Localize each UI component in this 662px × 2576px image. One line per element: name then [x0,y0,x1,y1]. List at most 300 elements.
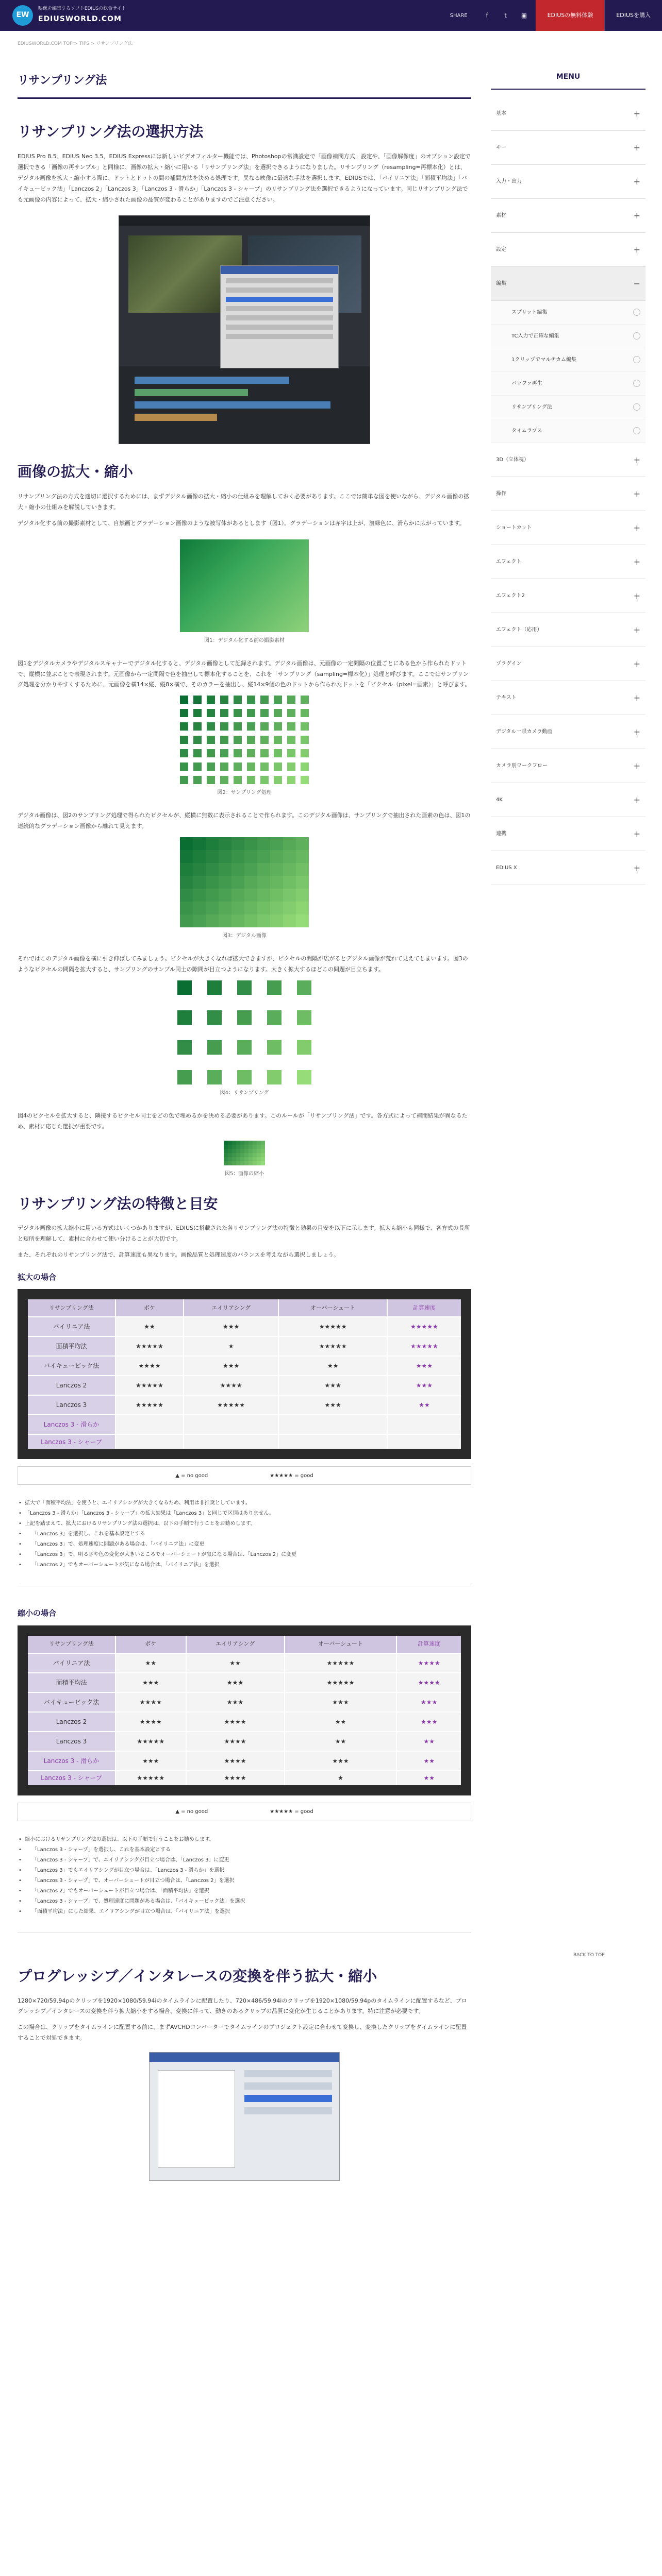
rating-cell [115,1415,184,1434]
table-header: オーバーシュート [285,1631,397,1653]
pixel-cell [236,1145,240,1149]
pixel-cell [228,1157,232,1161]
sidebar-item[interactable] [491,647,646,681]
note-item: • 「Lanczos 3 - シャープ」で、オーバーシュートが目立つ場合は、「Lanczos 2」を選択 [18,1876,471,1886]
site-name: EDIUSWORLD.COM [38,14,122,23]
buy-button[interactable]: EDIUSを購入 [604,0,662,31]
pixel-cell [224,1157,228,1161]
pixel-cell [207,1010,222,1025]
sidebar-item[interactable] [491,851,646,885]
rating-cell: ★★★ [186,1692,285,1712]
table-row [23,1336,466,1356]
pixel-cell [244,1161,249,1165]
pixel-cell [287,749,295,757]
sidebar-item[interactable] [491,613,646,647]
pixel-cell [224,1161,228,1165]
pixel-cell [234,696,242,704]
pixel-cell [240,1157,244,1161]
twitter-icon[interactable]: t [504,11,507,19]
pixel-cell [228,1145,232,1149]
paragraph: また、それぞれのリサンプリング法で、計算速度も異なります。画像品質と処理速度のバランスを考えながら選択しましょう。 [18,1251,340,1259]
pixel-cell [244,863,257,876]
rating-cell: ★★ [396,1751,466,1771]
pixel-cell [232,1149,236,1153]
sidebar-subitem[interactable] [491,372,646,396]
paragraph: デジタル画像の拡大縮小に用いる方式はいくつかありますが、EDIUSに搭載された各リサンプリング法の特徴と効果の目安を以下に示します。拡大も縮小も同様で、各方式の長所と短所を理解して、素材に合わせて使い分けることが大切です。 [18,1225,470,1243]
rating-cell: ★★★ [184,1356,279,1376]
sidebar-item[interactable] [491,817,646,851]
back-to-top-link[interactable]: BACK TO TOP [573,1953,605,1958]
pixel-cell [193,902,206,914]
rating-cell: ★★★★ [115,1712,186,1732]
pixel-cell [180,762,188,771]
expand-icon: + [633,726,640,737]
figure-3-pixel-image [180,837,309,927]
pixel-cell [234,776,242,784]
rating-cell [184,1434,279,1454]
edius-screenshot [119,215,370,444]
note-item: • 「Lanczos 3」で、明るさや色の変化が大きいところでオーバーシュートが気になる場合は、「Lanczos 2」に変更 [18,1550,471,1560]
pixel-cell [274,776,282,784]
rating-cell [387,1415,466,1434]
table-header: リサンプリング法 [23,1631,115,1653]
note-item: • 「Lanczos 2」でもオーバーシュートが目立つ場合は、「面積平均法」を選択 [18,1886,471,1896]
sidebar-item-label: 3D（立体視） [496,456,529,463]
rating-cell: ★★★ [278,1376,387,1395]
sidebar-item[interactable] [491,443,646,477]
method-name: Lanczos 3 - シャープ [23,1771,115,1790]
pixel-cell [274,749,282,757]
pixel-cell [301,709,309,717]
pixel-cell [219,850,231,863]
pixel-cell [236,1161,240,1165]
sidebar-item-label: 入力・出力 [496,178,522,184]
arrow-circle-icon [633,356,640,363]
sidebar-item[interactable] [491,511,646,545]
rating-cell: ★★★ [285,1692,397,1712]
shrink-subtitle: 縮小の場合 [18,1608,57,1618]
table-row [23,1434,466,1454]
section-title-scaling: 画像の拡大・縮小 [18,463,134,481]
pixel-cell [270,889,283,902]
arrow-circle-icon [633,380,640,387]
pixel-cell [257,914,270,927]
pixel-cell [267,1040,282,1055]
pixel-cell [219,914,231,927]
rating-cell [184,1415,279,1434]
pixel-cell [234,709,242,717]
pixel-cell [193,709,202,717]
pixel-cell [219,902,231,914]
pixel-cell [274,762,282,771]
expand-icon: + [633,624,640,635]
pixel-cell [228,1153,232,1157]
breadcrumb[interactable]: EDIUSWORLD.COM TOP > TIPS > リサンプリング法 [18,41,133,46]
method-name: Lanczos 3 - 滑らか [23,1415,115,1434]
method-name: Lanczos 2 [23,1376,115,1395]
pixel-cell [257,1161,261,1165]
sidebar-subitem[interactable] [491,396,646,419]
pixel-cell [257,1149,261,1153]
note-item: • 縮小におけるリサンプリング法の選択は、以下の手順で行うことをお勧めします。 [18,1835,471,1845]
sidebar-item-label: 編集 [496,280,506,286]
table-header: エイリアシング [186,1631,285,1653]
pixel-cell [220,722,228,731]
pixel-cell [249,1149,253,1153]
rating-cell: ★★★ [396,1712,466,1732]
sidebar-item-label: 素材 [496,212,506,218]
rating-cell: ★★★★ [186,1712,285,1732]
pixel-cell [206,889,219,902]
line-icon[interactable]: ▣ [521,11,527,19]
sidebar-item-label: 4K [496,796,503,803]
pixel-cell [207,776,215,784]
note-item: • 上記を踏まえて、拡大におけるリサンプリング法の選択は、以下の手順で行うことをお勧めします。 [18,1519,471,1529]
page-title: リサンプリング法 [18,71,471,99]
table-header: リサンプリング法 [23,1294,115,1317]
sidebar-item-label: ショートカット [496,524,532,531]
pixel-cell [206,850,219,863]
pixel-cell [193,889,206,902]
paragraph: 1280×720/59.94pのクリップを1920×1080/59.94iのタイムラインに配置したり、720×486/59.94iのクリップを1920×1080/59.94pのタイムラインに配置するなど、プログレッシブ／インタレースの変換を伴う拡大縮小をする場合、変換に伴って、動きのあるクリップの品質に変化が生じることがあります。特に注意が必要です。 [18,1997,467,2015]
sidebar-item[interactable] [491,749,646,783]
pixel-cell [244,1145,249,1149]
pixel-cell [253,1153,257,1157]
menu-title: MENU [491,71,646,90]
expand-icon: + [633,108,640,118]
rating-cell: ★★★★ [186,1751,285,1771]
pixel-cell [274,696,282,704]
pixel-cell [224,1149,228,1153]
pixel-cell [247,709,255,717]
pixel-cell [297,1040,311,1055]
pixel-cell [283,863,296,876]
pixel-cell [253,1157,257,1161]
paragraph: デジタル画像は、図2のサンプリング処理で得られたピクセルが、縦横に無数に表示されることで作られます。このデジタル画像は、サンプリングで抽出された画素の色は、図1の連続的なグラデーション画像から離れて見えます。 [18,812,471,830]
pixel-cell [283,876,296,889]
sidebar-subitem[interactable] [491,419,646,443]
pixel-cell [177,1010,192,1025]
figure-caption: 図4：リサンプリング [220,1090,269,1096]
pixel-cell [193,776,202,784]
sidebar-item-label: 基本 [496,110,506,116]
sidebar-item[interactable] [491,131,646,165]
pixel-cell [244,902,257,914]
pixel-cell [206,837,219,850]
legend-good: ★★★★★ = good [270,1809,313,1815]
pixel-cell [193,850,206,863]
pixel-cell [261,1161,265,1165]
pixel-cell [206,863,219,876]
pixel-cell [220,762,228,771]
pixel-cell [247,762,255,771]
sidebar-item[interactable] [491,267,646,301]
pixel-cell [257,863,270,876]
pixel-cell [232,1153,236,1157]
pixel-cell [231,876,244,889]
facebook-icon[interactable]: f [486,11,488,19]
rating-cell: ★★ [278,1356,387,1376]
method-name: Lanczos 3 [23,1732,115,1751]
sidebar-subitem[interactable] [491,348,646,372]
sidebar-subitem-label: タイムラプス [511,428,542,434]
pixel-cell [193,837,206,850]
pixel-cell [270,863,283,876]
pixel-cell [236,1149,240,1153]
pixel-cell [237,1010,252,1025]
method-name: バイリニア法 [23,1653,115,1673]
pixel-cell [234,722,242,731]
pixel-cell [301,736,309,744]
table-row [23,1415,466,1434]
enlarge-notes [18,1498,471,1570]
pixel-cell [244,837,257,850]
sidebar-item[interactable] [491,165,646,199]
pixel-cell [260,722,269,731]
method-name: バイキュービック法 [23,1356,115,1376]
rating-cell: ★★★ [285,1751,397,1771]
method-name: バイリニア法 [23,1317,115,1336]
pixel-cell [240,1153,244,1157]
pixel-cell [296,876,309,889]
expand-icon: + [633,556,640,567]
rating-cell: ★★★★★ [387,1336,466,1356]
note-item: • 「Lanczos 2」でもオーバーシュートが気になる場合は、「バイリニア法」を選択 [18,1560,471,1570]
pixel-cell [270,902,283,914]
pixel-cell [287,736,295,744]
paragraph: リサンプリング法の方式を適切に選択するためには、まずデジタル画像の拡大・縮小の仕組みを理解しておく必要があります。ここでは簡単な図を使いながら、デジタル画像の拡大・縮小の仕組みを解説していきます。 [18,493,470,511]
rating-cell: ★★ [396,1732,466,1751]
expand-icon: + [633,176,640,187]
pixel-cell [283,850,296,863]
pixel-cell [287,696,295,704]
shrink-table [18,1625,471,1795]
pixel-cell [244,1157,249,1161]
pixel-cell [193,762,202,771]
pixel-cell [206,914,219,927]
figure-caption: 図5：画像の縮小 [224,1171,264,1177]
expand-icon: + [633,692,640,703]
pixel-cell [220,696,228,704]
method-name: Lanczos 3 - 滑らか [23,1751,115,1771]
pixel-cell [270,876,283,889]
rating-cell: ★★★ [115,1673,186,1692]
pixel-cell [207,1070,222,1084]
sidebar-item-label: キー [496,144,506,150]
sidebar-item[interactable] [491,681,646,715]
sidebar-subitem-label: バッファ再生 [511,380,542,386]
section-title-features: リサンプリング法の特徴と目安 [18,1195,218,1212]
pixel-cell [207,722,215,731]
pixel-cell [231,863,244,876]
arrow-circle-icon [633,427,640,434]
rating-cell: ★★★ [387,1356,466,1376]
pixel-cell [301,696,309,704]
rating-cell: ★★ [285,1712,397,1732]
site-logo[interactable] [0,5,126,26]
method-name: 面積平均法 [23,1336,115,1356]
pixel-cell [261,1145,265,1149]
rating-cell: ★★ [387,1395,466,1415]
table-row [23,1376,466,1395]
sidebar-item[interactable] [491,545,646,579]
pixel-cell [180,889,193,902]
pixel-cell [249,1161,253,1165]
note-item: • 「Lanczos 3 - シャープ」で、エイリアシングが目立つ場合は、「Lanczos 3」に変更 [18,1855,471,1866]
pixel-cell [283,914,296,927]
trial-button[interactable]: EDIUSの無料体験 [536,0,605,31]
pixel-cell [220,776,228,784]
rating-cell: ★★★ [387,1376,466,1395]
table-row [23,1673,466,1692]
logo-mark-icon: EW [12,5,33,26]
pixel-cell [224,1153,228,1157]
pixel-cell [228,1141,232,1145]
expand-icon: + [633,760,640,771]
pixel-cell [177,1040,192,1055]
paragraph: 図1をデジタルカメラやデジタルスキャナーでデジタル化すると、デジタル画像として記録されます。デジタル画像は、元画像の一定間隔の位置ごとにある色から作られたドットで、縦横に並ぶことで表現されます。元画像から一定間隔で色を抽出して標本化することを、これを「サンプリング（sampling=標本化）」処理と呼びます。ここではサンプリング処理を分かりやすくするために、元画像を横14×縦、縦8×横で、そのカラーを抽出し、縦14×9個の色のドットから作られたドットを「ピクセル（pixel=画素）」と呼びます。 [18,659,471,688]
sidebar-item-label: エフェクト [496,558,522,565]
sidebar-item[interactable] [491,579,646,613]
expand-icon: + [633,488,640,499]
rating-cell: ★★★★★ [278,1336,387,1356]
sidebar-item-label: デジタル一眼カメラ動画 [496,728,553,735]
rating-cell: ★★★★★ [115,1732,186,1751]
pixel-cell [193,863,206,876]
pixel-cell [260,762,269,771]
pixel-cell [177,1070,192,1084]
figure-1-image [180,539,309,632]
rating-cell: ★★★★★ [115,1336,184,1356]
pixel-cell [231,889,244,902]
pixel-cell [274,736,282,744]
pixel-cell [193,876,206,889]
table-header: エイリアシング [184,1294,279,1317]
pixel-cell [228,1149,232,1153]
pixel-cell [180,709,188,717]
legend-no-good: ▲ = no good [175,1809,208,1815]
pixel-cell [287,709,295,717]
rating-cell [115,1434,184,1454]
pixel-cell [207,736,215,744]
rating-cell: ★★ [115,1317,184,1336]
pixel-cell [283,902,296,914]
pixel-cell [257,837,270,850]
table-row [23,1653,466,1673]
rating-cell: ★★★★ [396,1673,466,1692]
arrow-circle-icon [633,332,640,340]
pixel-cell [267,1070,282,1084]
figure-caption: 図2：サンプリング処理 [217,790,272,796]
rating-cell: ★★★★★ [115,1376,184,1395]
method-name: Lanczos 3 - シャープ [23,1434,115,1454]
sidebar-item-label: プラグイン [496,660,522,667]
pixel-cell [236,1153,240,1157]
rating-cell: ★★ [285,1732,397,1751]
pixel-cell [220,749,228,757]
arrow-circle-icon [633,309,640,316]
sidebar-item[interactable] [491,783,646,817]
expand-icon: + [633,244,640,255]
rating-cell: ★★★ [186,1673,285,1692]
pixel-cell [249,1157,253,1161]
rating-cell: ★★★★★ [115,1771,186,1790]
rating-cell: ★★★★★ [285,1653,397,1673]
table-header: 計算速度 [387,1294,466,1317]
sidebar-item-label: 設定 [496,246,506,252]
pixel-cell [257,1141,261,1145]
pixel-cell [180,902,193,914]
sidebar-subitem-label: TC入力で正確な編集 [511,333,559,339]
sidebar-item[interactable] [491,715,646,749]
method-name: Lanczos 2 [23,1712,115,1732]
pixel-cell [244,889,257,902]
enlarge-table [18,1289,471,1459]
pixel-cell [261,1153,265,1157]
pixel-cell [283,889,296,902]
sidebar-subitem[interactable] [491,301,646,325]
rating-cell: ★★★★★ [184,1395,279,1415]
rating-cell: ★★★★ [186,1771,285,1790]
pixel-cell [237,1070,252,1084]
figure-caption: 図1：デジタル化する前の撮影素材 [204,637,285,643]
pixel-cell [247,696,255,704]
sidebar-item-label: エフェクト2 [496,592,525,599]
pixel-cell [234,736,242,744]
rating-cell: ★★ [186,1653,285,1673]
pixel-cell [193,749,202,757]
pixel-cell [247,722,255,731]
pixel-cell [244,1153,249,1157]
pixel-cell [193,722,202,731]
rating-cell: ★★★ [115,1751,186,1771]
sidebar-item-label: EDIUS X [496,865,517,871]
pixel-cell [180,696,188,704]
rating-cell: ★★★★★ [285,1673,397,1692]
expand-icon: + [633,210,640,221]
rating-cell: ★★★★★ [278,1317,387,1336]
pixel-cell [274,709,282,717]
rating-cell [387,1434,466,1454]
rating-legend [18,1803,471,1821]
expand-icon: + [633,454,640,465]
pixel-cell [249,1141,253,1145]
pixel-cell [180,837,193,850]
pixel-cell [240,1145,244,1149]
note-item: • 「Lanczos 3 - シャープ」で、処理速度に問題がある場合は、「バイキュービック法」を選択 [18,1896,471,1907]
pixel-cell [257,850,270,863]
pixel-cell [207,749,215,757]
pixel-cell [253,1161,257,1165]
pixel-cell [301,762,309,771]
pixel-cell [240,1141,244,1145]
pixel-cell [237,1040,252,1055]
sidebar-item[interactable] [491,477,646,511]
pixel-cell [253,1149,257,1153]
sidebar-item[interactable] [491,199,646,233]
sidebar-item-label: 連携 [496,831,506,837]
pixel-cell [180,876,193,889]
pixel-cell [180,749,188,757]
sidebar-subitem[interactable] [491,325,646,348]
pixel-cell [249,1145,253,1149]
sidebar-item[interactable] [491,233,646,267]
pixel-cell [260,696,269,704]
table-row [23,1751,466,1771]
rating-cell: ★ [285,1771,397,1790]
sidebar-item[interactable] [491,97,646,131]
pixel-cell [296,863,309,876]
